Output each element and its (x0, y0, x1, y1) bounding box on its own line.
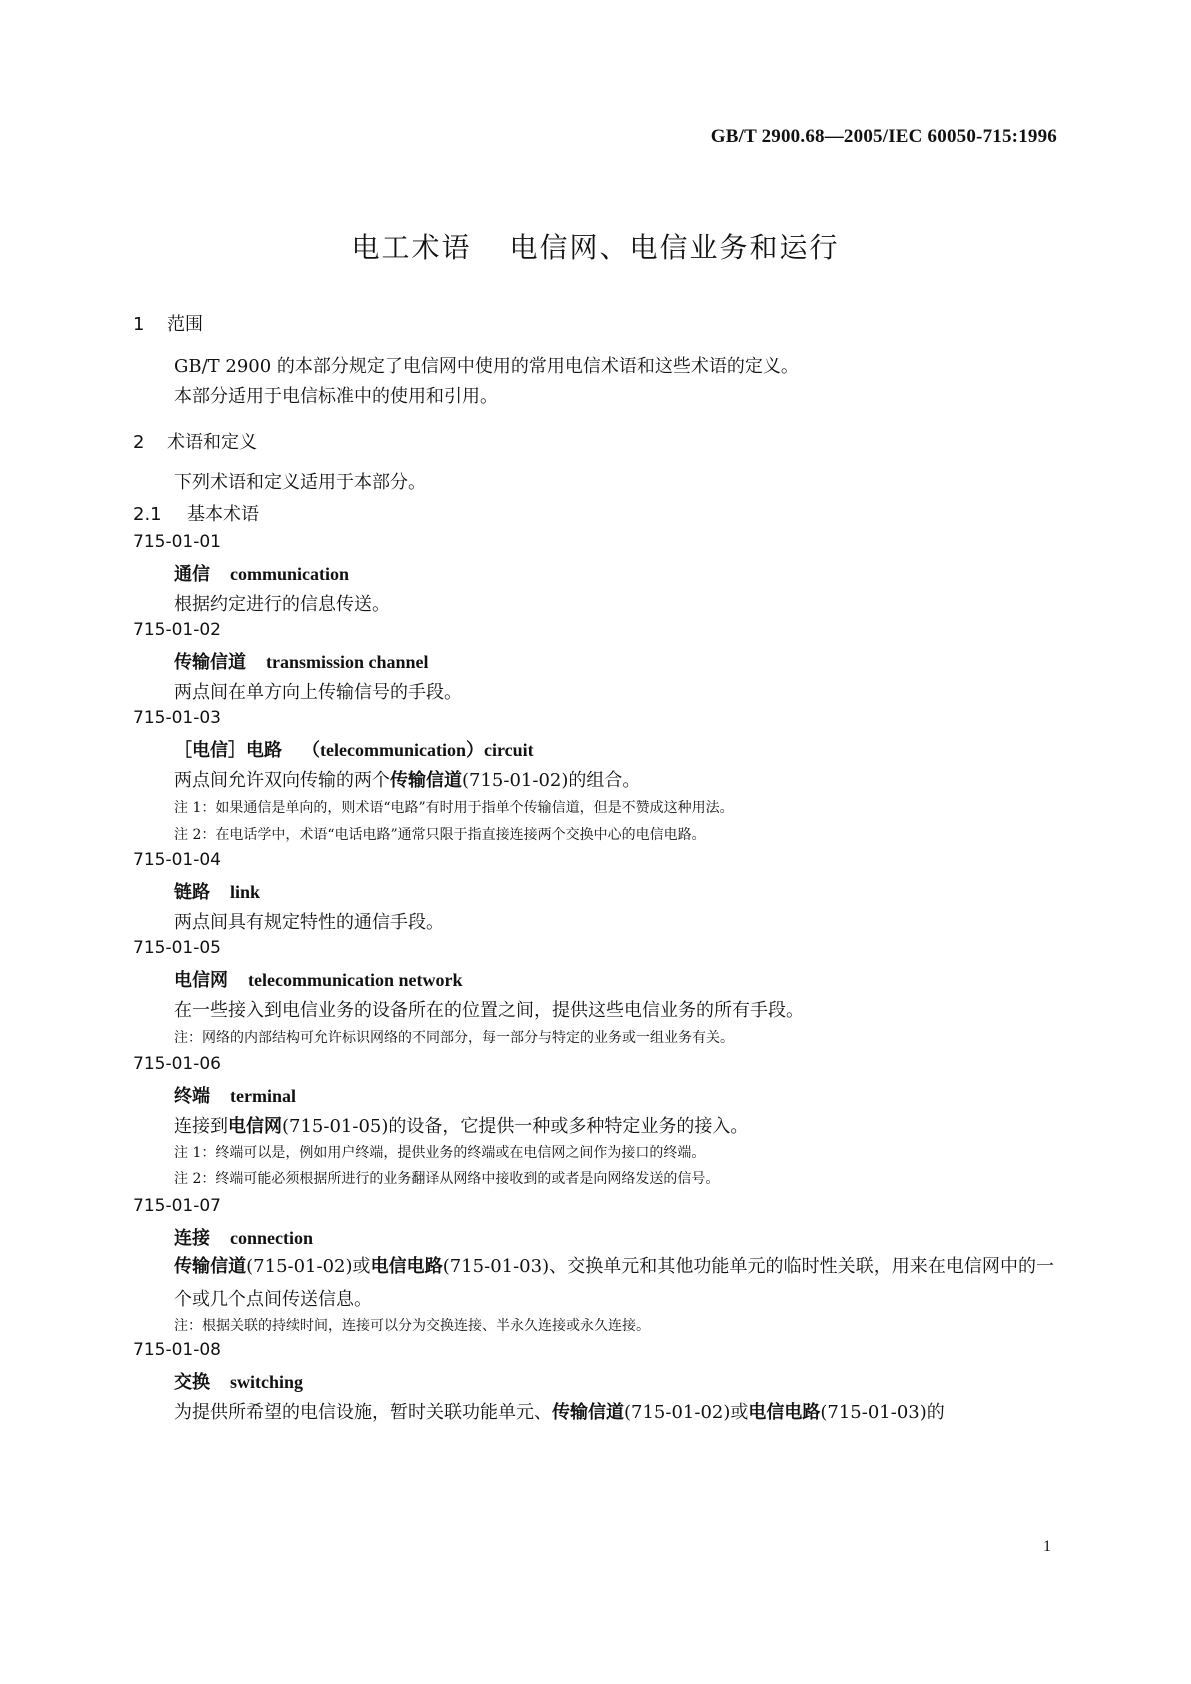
term-zh: 电信网 (174, 970, 228, 991)
section-title: 范围 (167, 314, 203, 335)
definition-text: 连接到 (174, 1116, 228, 1137)
term-code: 715-01-05 (133, 938, 221, 958)
term-zh: 传输信道 (174, 652, 246, 673)
section-2-heading (133, 428, 257, 454)
term-entry (174, 648, 429, 674)
paragraph: 本部分适用于电信标准中的使用和引用。 (174, 386, 498, 407)
standard-code: GB/T 2900.68—2005/IEC 60050-715:1996 (710, 126, 1057, 147)
term-en: connection (230, 1228, 313, 1248)
term-zh: 终端 (174, 1086, 210, 1107)
definition-text: (715-01-02)的组合。 (462, 770, 641, 791)
document-title (0, 226, 1191, 266)
definition-crossref: 电信网 (228, 1116, 282, 1137)
term-entry (174, 966, 462, 992)
term-definition: 两点间具有规定特性的通信手段。 (174, 912, 444, 933)
term-entry (174, 1224, 313, 1250)
definition-text: (715-01-02)或 (246, 1256, 371, 1277)
definition-text: (715-01-03)的 (820, 1402, 945, 1423)
term-en: （telecommunication）circuit (302, 740, 534, 760)
term-code: 715-01-07 (133, 1196, 221, 1216)
term-zh: 链路 (174, 882, 210, 903)
definition-crossref: 传输信道 (174, 1256, 247, 1277)
term-code: 715-01-04 (133, 850, 221, 870)
term-note: 注 1：终端可以是，例如用户终端，提供业务的终端或在电信网之间作为接口的终端。 (174, 1145, 706, 1161)
subsection-title: 基本术语 (187, 504, 259, 525)
term-zh: 连接 (174, 1228, 210, 1249)
term-definition: 根据约定进行的信息传送。 (174, 594, 390, 615)
term-zh-prefix: ［电信］ (174, 740, 246, 761)
term-definition: 两点间在单方向上传输信号的手段。 (174, 682, 462, 703)
term-zh: 交换 (174, 1372, 210, 1393)
section-number: 1 (133, 314, 145, 335)
subsection-heading (133, 500, 259, 526)
definition-crossref: 传输信道 (390, 770, 462, 791)
term-en: communication (230, 564, 349, 584)
term-en: switching (230, 1372, 304, 1392)
term-definition (174, 1250, 1054, 1316)
term-code: 715-01-01 (133, 532, 221, 552)
term-note: 注 1：如果通信是单向的，则术语“电路”有时用于指单个传输信道，但是不赞成这种用法。 (174, 800, 734, 816)
term-code: 715-01-02 (133, 620, 221, 640)
definition-crossref: 电信电路 (370, 1256, 443, 1277)
term-en: terminal (230, 1086, 296, 1106)
term-entry (174, 736, 534, 762)
term-zh: 通信 (174, 564, 210, 585)
term-note: 注 2：终端可能必须根据所进行的业务翻译从网络中接收到的或者是向网络发送的信号。 (174, 1171, 720, 1187)
definition-crossref: 传输信道 (552, 1402, 624, 1423)
term-entry (174, 1368, 303, 1394)
term-entry (174, 560, 349, 586)
definition-text: (715-01-05)的设备，它提供一种或多种特定业务的接入。 (282, 1116, 749, 1137)
subsection-number: 2.1 (133, 504, 162, 525)
term-note: 注 2：在电话学中，术语“电话电路”通常只限于指直接连接两个交换中心的电信电路。 (174, 827, 706, 843)
definition-crossref: 电信电路 (748, 1402, 821, 1423)
term-note: 注：根据关联的持续时间，连接可以分为交换连接、半永久连接或永久连接。 (174, 1318, 650, 1334)
term-code: 715-01-06 (133, 1054, 221, 1074)
title-part-2: 电信网、电信业务和运行 (509, 231, 840, 264)
term-entry (174, 878, 260, 904)
section-title: 术语和定义 (167, 432, 257, 453)
section-number: 2 (133, 432, 145, 453)
definition-text: 为提供所希望的电信设施，暂时关联功能单元、 (174, 1402, 552, 1423)
definition-text: (715-01-03)、交换单元和其他功能单元的临时性关联，用来在电信网中的一个或几个点间传送信息。 (174, 1256, 1055, 1310)
term-en: link (230, 882, 261, 902)
term-note: 注：网络的内部结构可允许标识网络的不同部分，每一部分与特定的业务或一组业务有关。 (174, 1030, 734, 1046)
term-definition (174, 766, 640, 792)
term-code: 715-01-03 (133, 708, 221, 728)
title-part-1: 电工术语 (351, 231, 472, 264)
paragraph: GB/T 2900 的本部分规定了电信网中使用的常用电信术语和这些术语的定义。 (174, 356, 799, 377)
term-en: telecommunication network (248, 970, 463, 990)
definition-text: (715-01-02)或 (624, 1402, 749, 1423)
term-definition (174, 1398, 945, 1424)
term-en: transmission channel (266, 652, 429, 672)
paragraph: 下列术语和定义适用于本部分。 (174, 472, 426, 493)
term-definition: 在一些接入到电信业务的设备所在的位置之间，提供这些电信业务的所有手段。 (174, 1000, 804, 1021)
term-entry (174, 1082, 296, 1108)
term-zh: 电路 (246, 740, 282, 761)
term-definition (174, 1112, 748, 1138)
definition-text: 两点间允许双向传输的两个 (174, 770, 390, 791)
page-number: 1 (1043, 1538, 1051, 1555)
section-1-heading (133, 310, 203, 336)
term-code: 715-01-08 (133, 1340, 221, 1360)
